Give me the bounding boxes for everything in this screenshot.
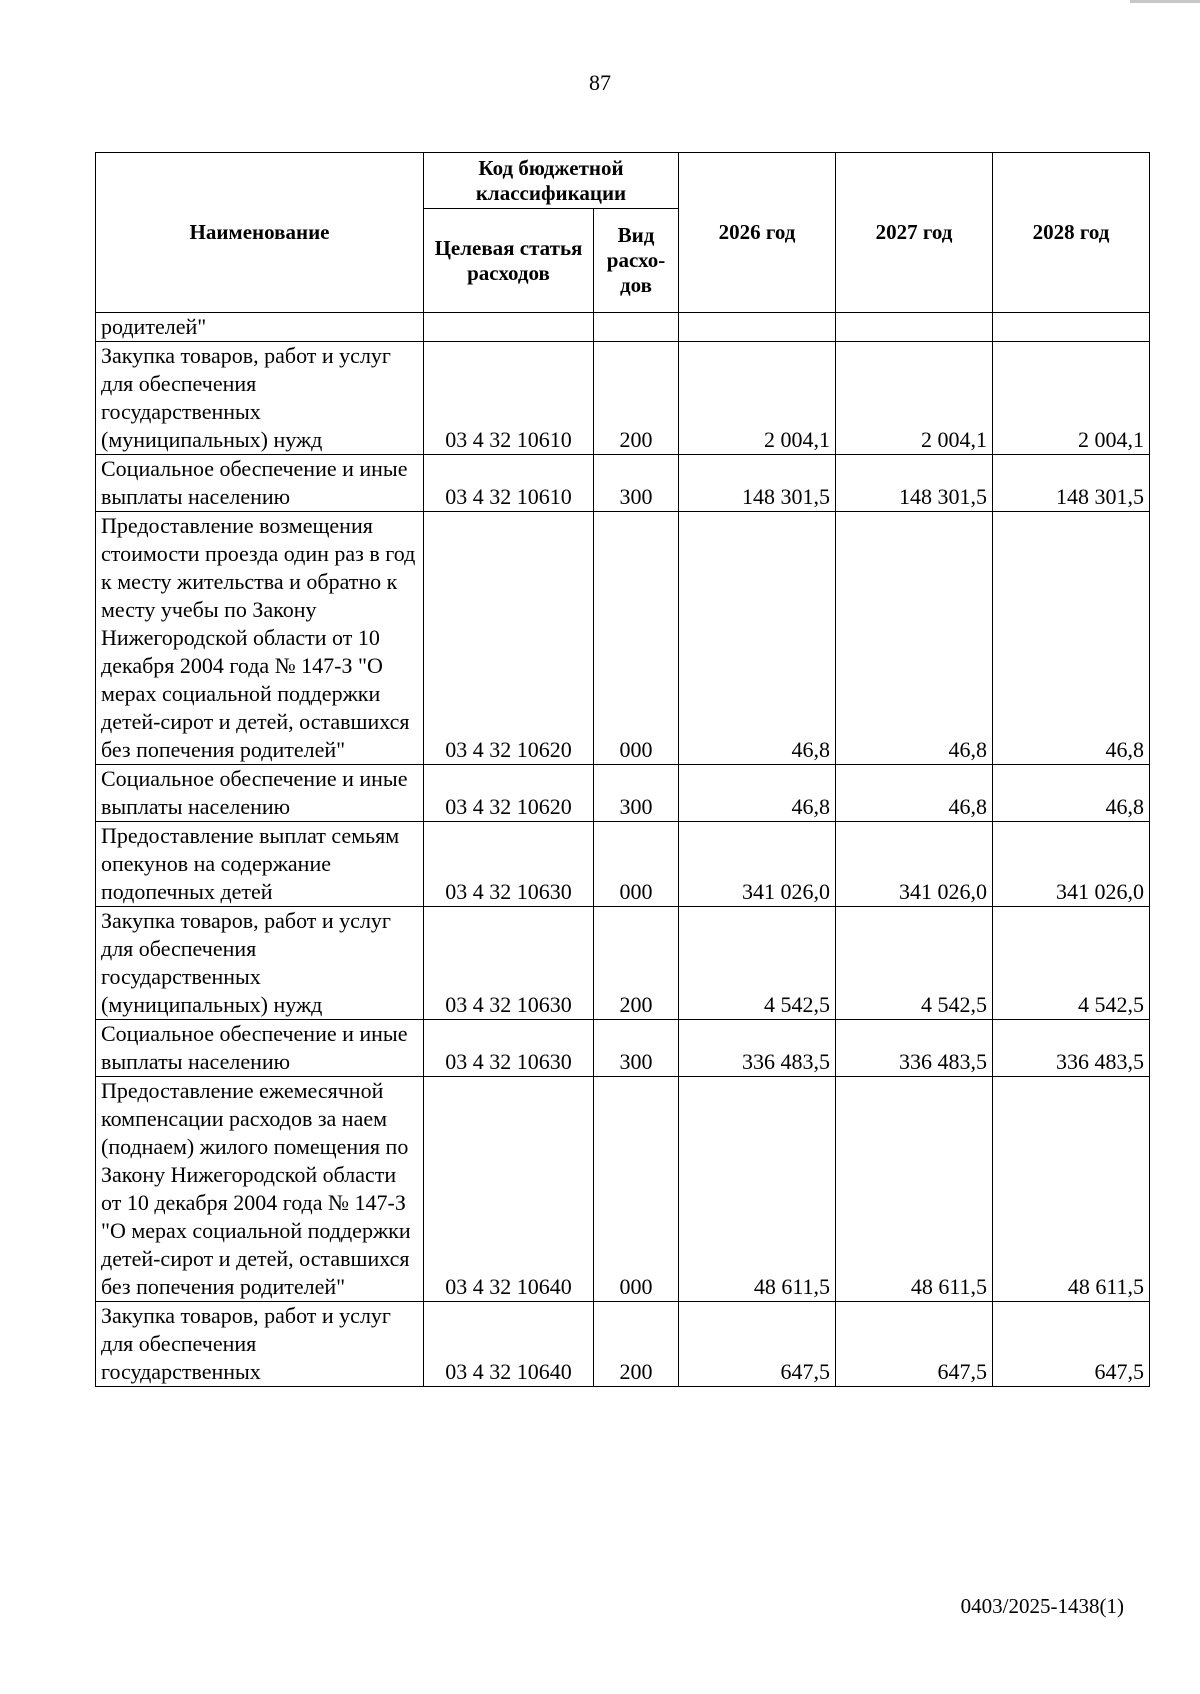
row-value-2027: 336 483,5: [836, 1020, 993, 1077]
row-value-2027: 341 026,0: [836, 822, 993, 907]
row-value-2026: 2 004,1: [679, 342, 836, 455]
row-value-2027: 48 611,5: [836, 1077, 993, 1302]
header-year-2027: 2027 год: [836, 153, 993, 313]
header-year-2026: 2026 год: [679, 153, 836, 313]
table-row: [96, 822, 1150, 907]
row-name: Предоставление ежемесячной компенсации расходов за наем (поднаем) жилого помещения по Закону Нижегородской области от 10 декабря 2004 года № 147-З "О мерах социальной поддержки детей-сирот и детей, оставшихся без попечения родителей": [96, 1077, 424, 1302]
header-budget-code: Код бюджетной классификации: [424, 153, 679, 209]
row-value-2028: 341 026,0: [993, 822, 1150, 907]
table-row: [96, 313, 1150, 342]
row-value-2028: 4 542,5: [993, 907, 1150, 1020]
row-expense-type: 000: [594, 822, 679, 907]
row-expense-type: 200: [594, 907, 679, 1020]
row-value-2027: 4 542,5: [836, 907, 993, 1020]
table-row: [96, 765, 1150, 822]
table-row: [96, 1077, 1150, 1302]
row-value-2028: 336 483,5: [993, 1020, 1150, 1077]
row-target-article: 03 4 32 10640: [424, 1302, 594, 1387]
row-value-2026: 48 611,5: [679, 1077, 836, 1302]
table-row: [96, 455, 1150, 512]
row-name: Закупка товаров, работ и услуг для обеспечения государственных (муниципальных) нужд: [96, 342, 424, 455]
header-expense-type: Вид расхо-дов: [594, 209, 679, 313]
row-target-article: 03 4 32 10620: [424, 512, 594, 765]
row-name: Закупка товаров, работ и услуг для обеспечения государственных: [96, 1302, 424, 1387]
row-target-article: [424, 313, 594, 342]
row-value-2026: 336 483,5: [679, 1020, 836, 1077]
row-name: родителей": [96, 313, 424, 342]
row-value-2026: 46,8: [679, 765, 836, 822]
row-expense-type: [594, 313, 679, 342]
row-name: Социальное обеспечение и иные выплаты населению: [96, 765, 424, 822]
row-value-2028: 647,5: [993, 1302, 1150, 1387]
row-value-2028: [993, 313, 1150, 342]
row-value-2028: 148 301,5: [993, 455, 1150, 512]
row-expense-type: 300: [594, 455, 679, 512]
row-target-article: 03 4 32 10630: [424, 1020, 594, 1077]
row-value-2027: 46,8: [836, 765, 993, 822]
row-value-2027: 148 301,5: [836, 455, 993, 512]
row-value-2026: 647,5: [679, 1302, 836, 1387]
header-target-article-text: Целевая статья расходов: [434, 235, 583, 285]
row-name: Социальное обеспечение и иные выплаты населению: [96, 1020, 424, 1077]
row-expense-type: 200: [594, 342, 679, 455]
row-target-article: 03 4 32 10610: [424, 455, 594, 512]
budget-table: [95, 152, 1150, 1387]
row-expense-type: 000: [594, 512, 679, 765]
row-value-2027: 2 004,1: [836, 342, 993, 455]
page-number: 87: [589, 70, 611, 95]
row-expense-type: 200: [594, 1302, 679, 1387]
row-target-article: 03 4 32 10630: [424, 822, 594, 907]
row-value-2028: 2 004,1: [993, 342, 1150, 455]
row-name: Предоставление выплат семьям опекунов на содержание подопечных детей: [96, 822, 424, 907]
scan-edge-mark: [1130, 0, 1200, 3]
row-value-2028: 46,8: [993, 512, 1150, 765]
row-value-2026: 4 542,5: [679, 907, 836, 1020]
row-name: Закупка товаров, работ и услуг для обеспечения государственных (муниципальных) нужд: [96, 907, 424, 1020]
row-value-2026: 148 301,5: [679, 455, 836, 512]
document-code: 0403/2025-1438(1): [960, 1594, 1124, 1618]
row-value-2026: [679, 313, 836, 342]
row-target-article: 03 4 32 10620: [424, 765, 594, 822]
table-row: [96, 907, 1150, 1020]
row-expense-type: 300: [594, 765, 679, 822]
header-year-2028: 2028 год: [993, 153, 1150, 313]
row-value-2027: [836, 313, 993, 342]
row-name: Социальное обеспечение и иные выплаты населению: [96, 455, 424, 512]
table-row: [96, 1020, 1150, 1077]
row-value-2027: 46,8: [836, 512, 993, 765]
row-value-2027: 647,5: [836, 1302, 993, 1387]
row-value-2026: 341 026,0: [679, 822, 836, 907]
row-target-article: 03 4 32 10640: [424, 1077, 594, 1302]
row-value-2026: 46,8: [679, 512, 836, 765]
table-row: [96, 342, 1150, 455]
row-target-article: 03 4 32 10630: [424, 907, 594, 1020]
table-row: [96, 1302, 1150, 1387]
header-name: Наименование: [96, 153, 424, 313]
row-target-article: 03 4 32 10610: [424, 342, 594, 455]
table-row: [96, 512, 1150, 765]
row-name: Предоставление возмещения стоимости проезда один раз в год к месту жительства и обратно к месту учебы по Закону Нижегородской области от 10 декабря 2004 года № 147-З "О мерах социальной поддержки детей-сирот и детей, оставшихся без попечения родителей": [96, 512, 424, 765]
row-value-2028: 46,8: [993, 765, 1150, 822]
row-value-2028: 48 611,5: [993, 1077, 1150, 1302]
header-target-article: [424, 209, 594, 313]
row-expense-type: 000: [594, 1077, 679, 1302]
row-expense-type: 300: [594, 1020, 679, 1077]
